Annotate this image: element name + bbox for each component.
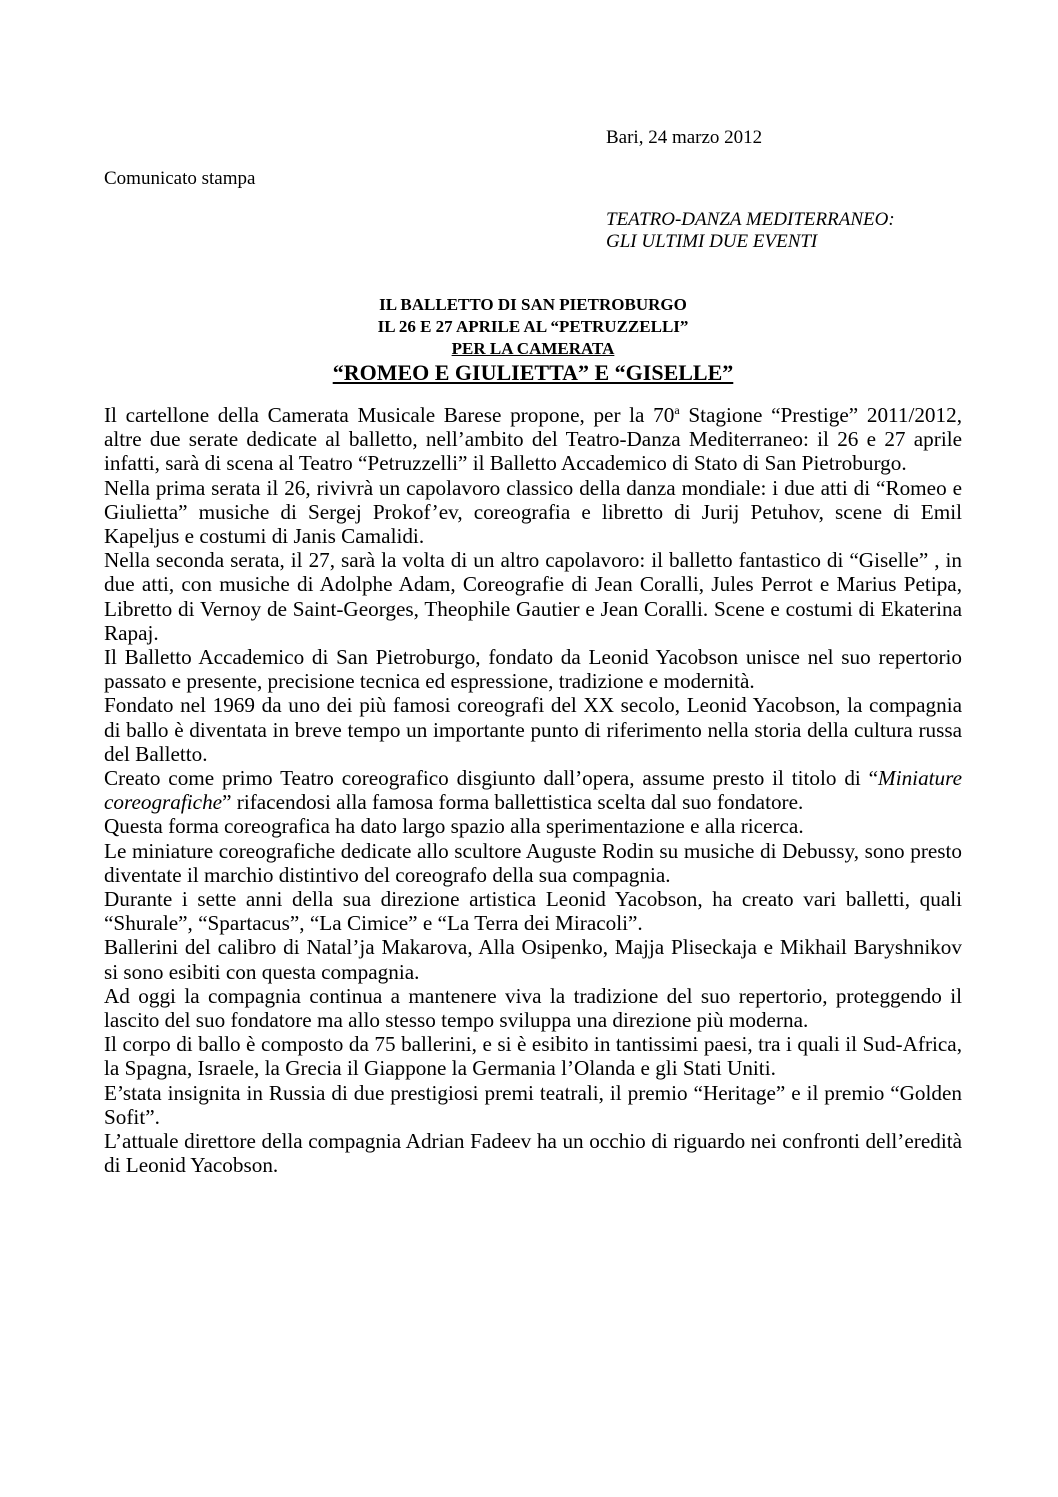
- paragraph-13: E’stata insignita in Russia di due prestigiosi premi teatrali, il premio “Heritage” e il premio “Golden Sofit”.: [104, 1080, 962, 1129]
- paragraph-1-text-b: Stagione “Prestige” 2011/2012, altre due serate dedicate al balletto, nell’ambito del Teatro-Danza Mediterraneo: il 26 e 27 aprile infatti, sarà di scena al Teatro “Petruzzelli” il Balletto Accademico di Stato di San Pietroburgo.: [104, 403, 962, 476]
- headline-main-title: “ROMEO E GIULIETTA” E “GISELLE”: [332, 360, 734, 385]
- paragraph-3: Nella seconda serata, il 27, sarà la volta di un altro capolavoro: il balletto fantastico di “Giselle” , in due atti, con musiche di Adolphe Adam, Coreografie di Jean Coralli, Jules Perrot e Marius Petipa, Libretto di Vernoy de Saint-Georges, Theophile Gautier e Jean Coralli. Scene e costumi di Ekaterina Rapaj.: [104, 548, 962, 645]
- paragraph-14: L’attuale direttore della compagnia Adrian Fadeev ha un occhio di riguardo nei confronti dell’eredità di Leonid Yacobson.: [104, 1129, 962, 1178]
- headline-line-2: IL 26 E 27 APRILE AL “PETRUZZELLI”: [377, 317, 689, 336]
- headline-line-1: IL BALLETTO DI SAN PIETROBURGO: [379, 295, 687, 314]
- paragraph-2: Nella prima serata il 26, rivivrà un capolavoro classico della danza mondiale: i due atti di “Romeo e Giulietta” musiche di Sergej Prokof’ev, coreografia e libretto di Jurij Petuhov, scene di Emil Kapeljus e costumi di Janis Camalidi.: [104, 475, 962, 549]
- headline-block: [104, 294, 962, 386]
- paragraph-12: Il corpo di ballo è composto da 75 ballerini, e si è esibito in tantissimi paesi, tra i quali il Sud-Africa, la Spagna, Israele, la Grecia il Giappone la Germania l’Olanda e gli Stati Uniti.: [104, 1032, 962, 1081]
- paragraph-7: Questa forma coreografica ha dato largo spazio alla sperimentazione e alla ricerca.: [104, 814, 804, 839]
- paragraph-11: Ad oggi la compagnia continua a mantenere viva la tradizione del suo repertorio, proteggendo il lascito del suo fondatore ma allo stesso tempo sviluppa una direzione più moderna.: [104, 983, 962, 1033]
- paragraph-6: [104, 766, 962, 814]
- section-heading-line-2: GLI ULTIMI DUE EVENTI: [606, 231, 818, 252]
- paragraph-9: Durante i sette anni della sua direzione artistica Leonid Yacobson, ha creato vari balletti, quali “Shurale”, “Spartacus”, “La Cimice” e “La Terra dei Miracoli”.: [104, 887, 962, 936]
- paragraph-6-text-b: ” rifacendosi alla famosa forma ballettistica scelta dal suo fondatore.: [222, 790, 804, 815]
- paragraph-4: Il Balletto Accademico di San Pietroburgo, fondato da Leonid Yacobson unisce nel suo repertorio passato e presente, precisione tecnica ed espressione, tradizione e modernità.: [104, 645, 962, 694]
- paragraph-5: Fondato nel 1969 da uno dei più famosi coreografi del XX secolo, Leonid Yacobson, la compagnia di ballo è diventata in breve tempo un importante punto di riferimento nella storia della cultura russa del Balletto.: [104, 693, 962, 766]
- headline-line-3: PER LA CAMERATA: [451, 339, 615, 358]
- press-release-label: Comunicato stampa: [104, 168, 256, 189]
- paragraph-1: [104, 403, 962, 476]
- paragraph-6-text-a: Creato come primo Teatro coreografico disgiunto dall’opera, assume presto il titolo di “: [104, 766, 879, 791]
- paragraph-8: Le miniature coreografiche dedicate allo scultore Auguste Rodin su musiche di Debussy, sono presto diventate il marchio distintivo del coreografo della sua compagnia.: [104, 838, 962, 887]
- paragraph-6-italic-title: Miniature coreografiche: [104, 766, 962, 815]
- section-heading-line-1: TEATRO-DANZA MEDITERRANEO:: [606, 209, 895, 230]
- article-body: [104, 403, 962, 1178]
- paragraph-10: Ballerini del calibro di Natal’ja Makarova, Alla Osipenko, Majja Pliseckaja e Mikhail Baryshnikov si sono esibiti con questa compagnia.: [104, 935, 962, 984]
- date-line: Bari, 24 marzo 2012: [606, 127, 763, 148]
- paragraph-1-text-a: Il cartellone della Camerata Musicale Barese propone, per la 70: [104, 403, 675, 427]
- section-heading: [606, 209, 895, 253]
- ordinal-superscript: a: [674, 402, 680, 417]
